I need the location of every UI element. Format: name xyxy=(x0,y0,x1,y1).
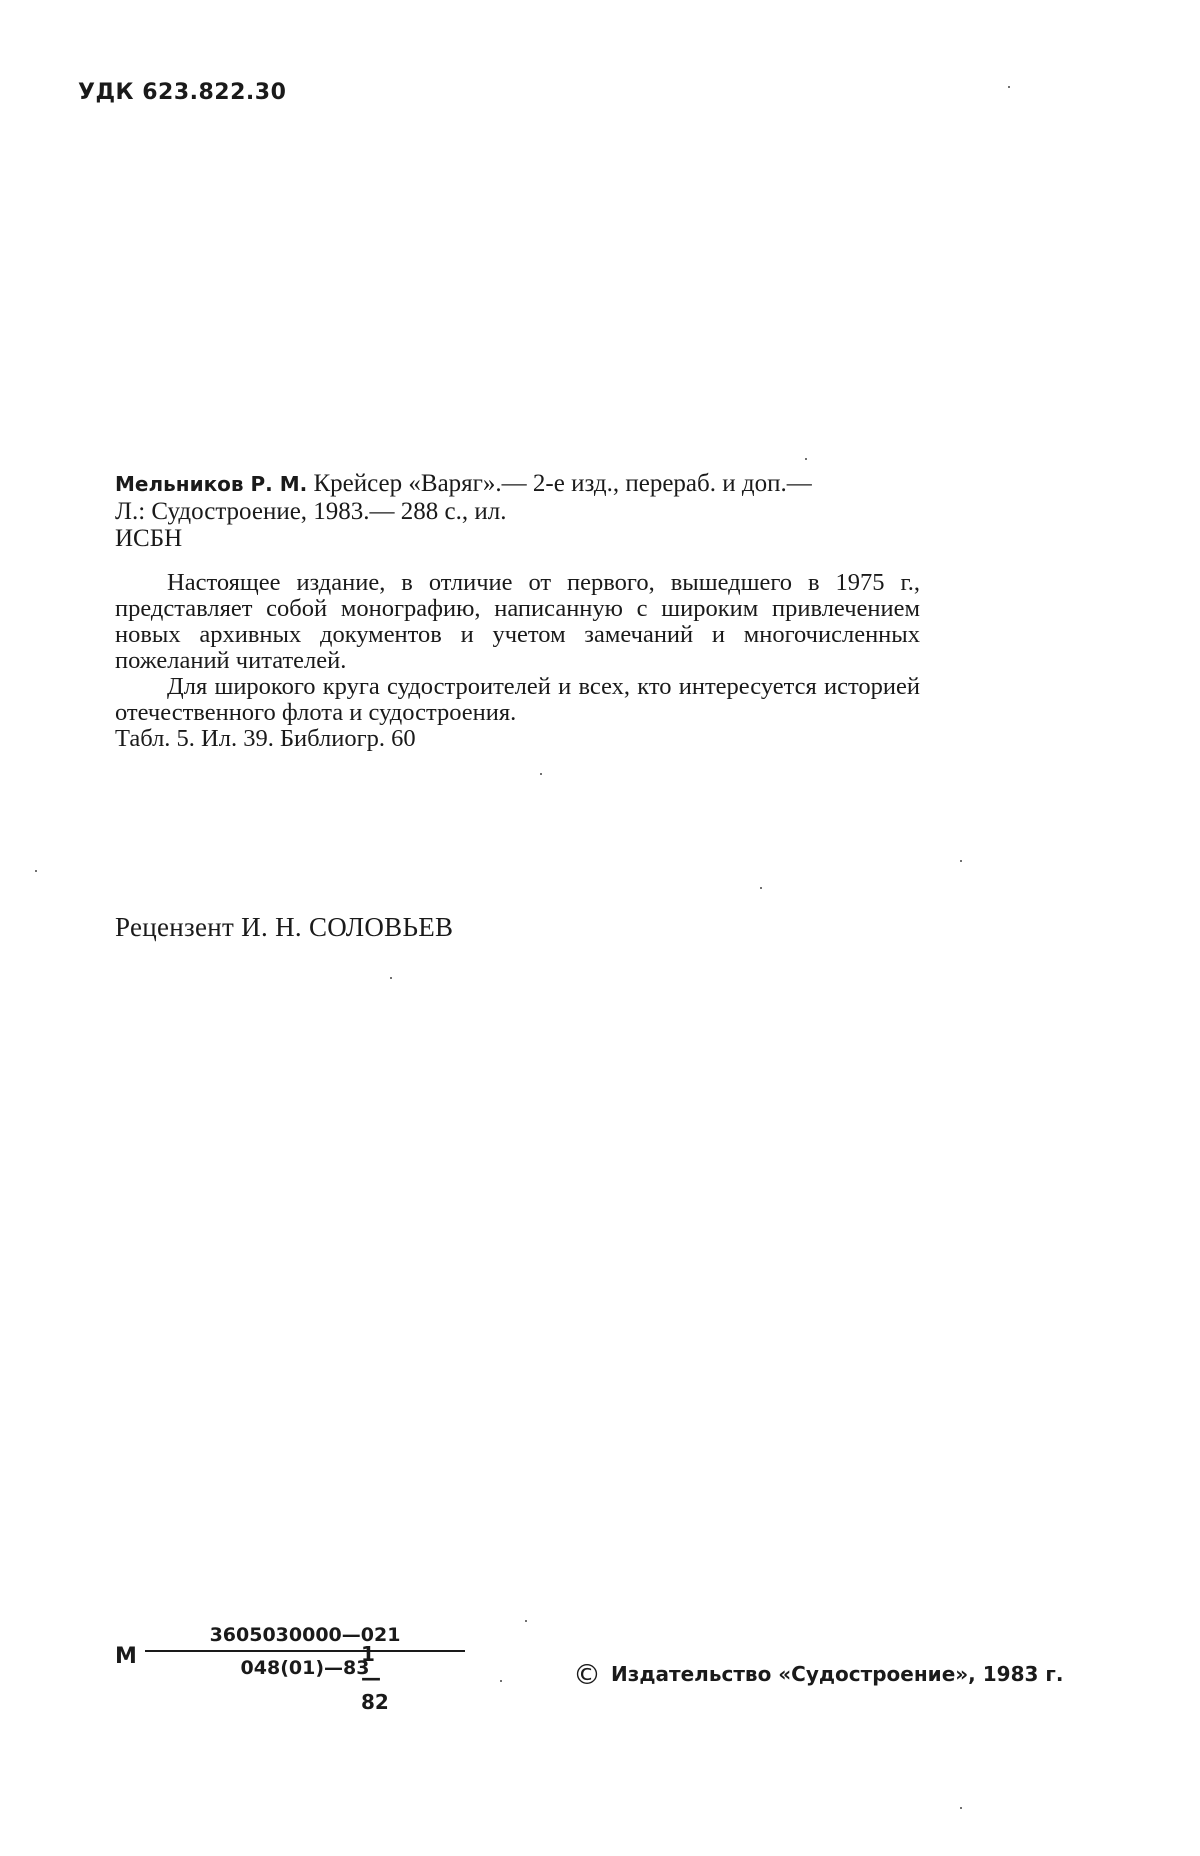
copyright-line xyxy=(573,1658,1063,1691)
catalog-prefix: М xyxy=(115,1644,137,1669)
bib-line-3: ИСБН xyxy=(115,525,183,552)
annotation-paragraph-1: Настоящее издание, в отличие от первого, вышедшего в 1975 г., представляет собой монографию, написанную с широким привлечением новых архивных документов и учетом замечаний и многочисленных пожеланий читателей. xyxy=(115,569,920,674)
scan-speck xyxy=(390,977,392,979)
bib-line-1 xyxy=(115,470,925,498)
reviewer-line: Рецензент И. Н. СОЛОВЬЕВ xyxy=(115,912,454,942)
scan-speck xyxy=(1008,86,1010,88)
annotation xyxy=(115,570,920,752)
annotation-paragraph-2: Для широкого круга судостроителей и всех, кто интересуется историей отечественного флота и судостроения. xyxy=(115,673,920,726)
scan-speck xyxy=(525,1620,527,1622)
scan-speck xyxy=(500,1680,502,1682)
catalog-numerator: 3605030000—021 xyxy=(209,1624,401,1646)
scan-speck xyxy=(760,887,762,889)
scan-speck xyxy=(35,870,37,872)
fraction-bar xyxy=(145,1650,465,1652)
scan-speck xyxy=(805,458,807,460)
catalog-suffix: 1—82 xyxy=(361,1642,389,1714)
copyright-icon: © xyxy=(573,1658,601,1691)
author-name: Мельников Р. М. xyxy=(115,472,308,496)
catalog-denominator: 048(01)—83 xyxy=(240,1657,370,1679)
scan-speck xyxy=(960,1807,962,1809)
publisher-copyright-text: Издательство «Судостроение», 1983 г. xyxy=(611,1662,1064,1686)
scan-speck xyxy=(960,860,962,862)
bib-line-2: Л.: Судостроение, 1983.— 288 с., ил. xyxy=(115,498,507,525)
udk-code: УДК 623.822.30 xyxy=(78,80,287,105)
bibliographic-entry xyxy=(115,470,925,552)
catalog-fraction xyxy=(145,1622,465,1681)
tables-figures-line: Табл. 5. Ил. 39. Библиогр. 60 xyxy=(115,725,416,752)
book-title-edition: Крейсер «Варяг».— 2-е изд., перераб. и доп.— xyxy=(307,470,812,497)
scan-speck xyxy=(540,773,542,775)
